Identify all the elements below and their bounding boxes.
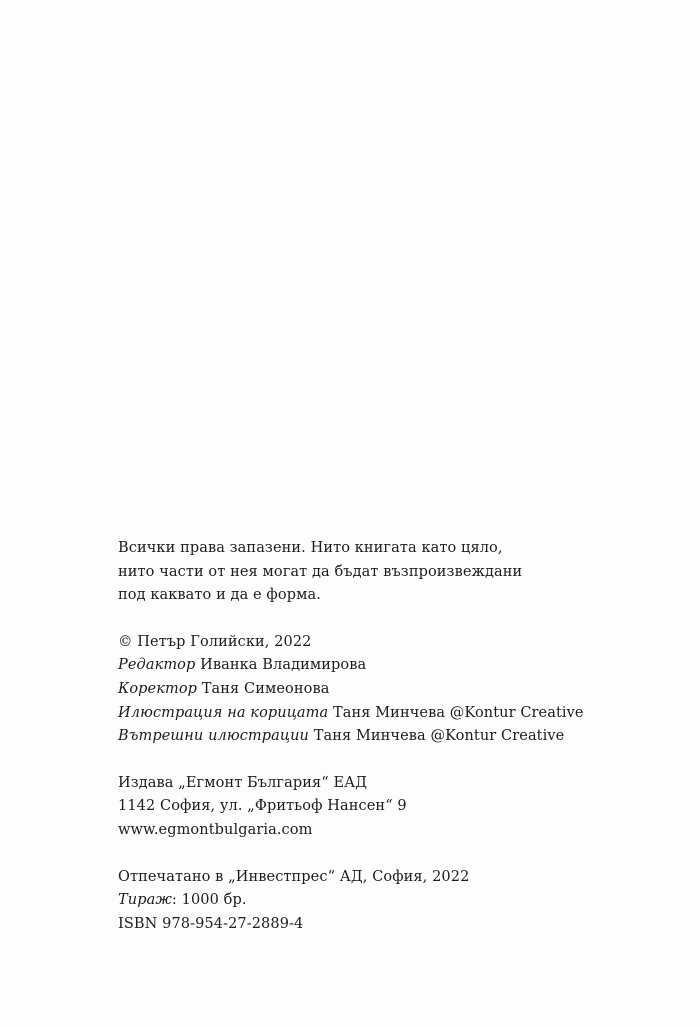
isbn-line: ISBN 978-954-27-2889-4	[118, 915, 304, 932]
cover-illustration-role: Илюстрация на корицата	[118, 704, 329, 721]
proofreader-name: Таня Симеонова	[201, 680, 330, 697]
rights-line-3: под каквато и да е форма.	[118, 587, 321, 604]
editor-line	[118, 654, 638, 678]
editor-role: Редактор	[118, 657, 196, 674]
editor-name: Иванка Владимирова	[200, 657, 367, 674]
print-run-role: Тираж	[118, 892, 172, 909]
proofreader-role: Коректор	[118, 680, 198, 697]
inner-illustrations-role: Вътрешни илюстрации	[118, 728, 309, 745]
cover-illustration-line	[118, 702, 638, 726]
cover-illustration-name: Таня Минчева @Kontur Creative	[333, 704, 584, 721]
publisher-address: 1142 София, ул. „Фритьоф Нансен“ 9	[118, 798, 407, 815]
proofreader-line	[118, 678, 638, 702]
rights-line-1: Всички права запазени. Нито книгата като цяло,	[118, 540, 503, 556]
rights-notice	[118, 537, 638, 608]
imprint-section	[118, 537, 638, 959]
print-run-line	[118, 889, 638, 913]
inner-illustrations-name: Таня Минчева @Kontur Creative	[313, 728, 565, 745]
inner-illustrations-line	[118, 725, 638, 749]
credits-block	[118, 631, 638, 749]
print-run-value: : 1000 бр.	[171, 892, 247, 909]
printed-by-line: Отпечатано в „Инвестпрес“ АД, София, 2022	[118, 868, 470, 885]
publisher-name: Издава „Егмонт България“ ЕАД	[118, 774, 368, 791]
printing-block	[118, 866, 638, 937]
publisher-block	[118, 772, 638, 843]
rights-line-2: нито части от нея могат да бъдат възпроизвеждани	[118, 563, 523, 580]
publisher-website: www.egmontbulgaria.com	[118, 821, 313, 838]
copyright-line: © Петър Голийски, 2022	[118, 633, 312, 650]
